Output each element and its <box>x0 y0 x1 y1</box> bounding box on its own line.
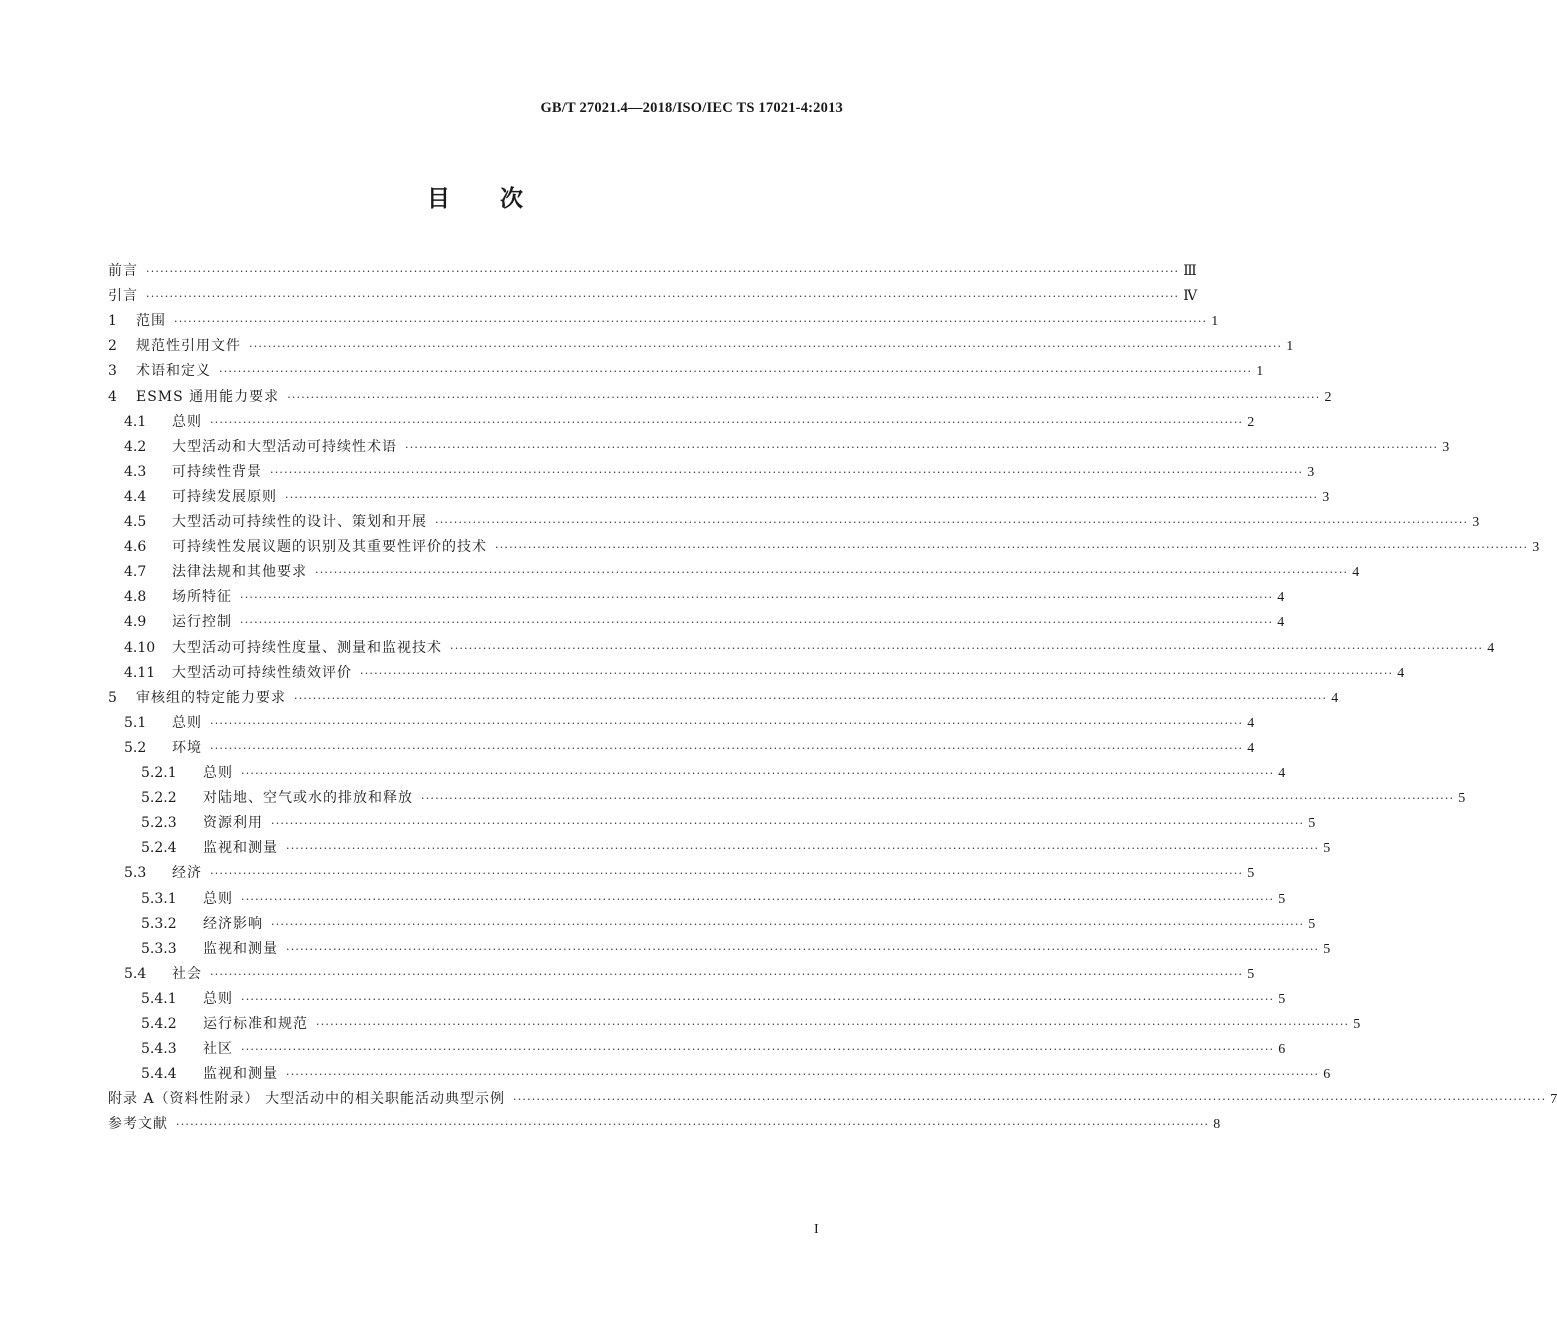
toc-entry-page: 5 <box>1308 916 1316 932</box>
toc-entry-page: 6 <box>1278 1042 1286 1058</box>
toc-entry-label: 法律法规和其他要求 <box>172 564 307 581</box>
toc-entry-number: 5.3.2 <box>141 915 177 932</box>
toc-entry-number: 4.8 <box>124 589 147 606</box>
toc-entry-page: 5 <box>1353 1017 1361 1032</box>
toc-entry-page: 2 <box>1324 389 1332 405</box>
toc-dot-leader: ···························································································································································································································· <box>219 365 1253 379</box>
toc-entry[interactable] <box>108 787 1466 809</box>
toc-entry-number: 4 <box>108 388 117 405</box>
toc-entry-number: 5.2.3 <box>141 815 177 832</box>
toc-entry-number: 5.3 <box>124 865 147 882</box>
toc-entry[interactable] <box>108 1013 1361 1035</box>
toc-entry-page: 7 <box>1550 1092 1557 1108</box>
toc-entry[interactable] <box>108 536 1540 558</box>
toc-dot-leader: ···························································································································································································································· <box>315 566 1349 580</box>
toc-entry-number: 5.4 <box>124 965 147 982</box>
toc-entry-label: 前言 <box>108 263 138 279</box>
toc-dot-leader: ···························································································································································································································· <box>240 591 1274 605</box>
toc-entry[interactable] <box>108 486 1330 508</box>
toc-entry-page: 4 <box>1487 640 1495 656</box>
toc-entry-page: 5 <box>1278 891 1286 907</box>
toc-entry-page: 4 <box>1278 766 1286 781</box>
toc-dot-leader: ···························································································································································································································· <box>270 465 1304 479</box>
toc-dot-leader: ···························································································································································································································· <box>360 666 1394 680</box>
toc-dot-leader: ···························································································································································································································· <box>146 265 1180 278</box>
toc-entry-number: 4.11 <box>124 664 156 681</box>
toc-entry-label: 审核组的特定能力要求 <box>136 689 286 706</box>
toc-entry[interactable] <box>108 888 1286 910</box>
toc-entry-page: 3 <box>1322 489 1330 505</box>
toc-dot-leader: ···························································································································································································································· <box>210 415 1244 429</box>
toc-dot-leader: ···························································································································································································································· <box>286 842 1320 856</box>
toc-entry[interactable] <box>108 637 1495 659</box>
toc-entry-label: 可持续性背景 <box>172 463 262 480</box>
toc-entry[interactable] <box>108 436 1450 458</box>
toc-entry-number: 4.5 <box>124 514 147 530</box>
toc-entry-number: 4.7 <box>124 564 147 581</box>
toc-entry[interactable] <box>108 963 1255 985</box>
toc-entry-label: 可持续发展原则 <box>172 488 277 505</box>
toc-dot-leader: ···························································································································································································································· <box>210 741 1244 755</box>
toc-entry-label: 社会 <box>172 965 202 982</box>
toc-entry-page: 5 <box>1323 941 1331 957</box>
toc-entry-number: 4.6 <box>124 539 147 556</box>
toc-entry-label: 监视和测量 <box>203 1066 278 1083</box>
toc-entry-label: 监视和测量 <box>203 940 278 957</box>
toc-entry[interactable] <box>108 360 1264 382</box>
toc-entry-number: 5.2.4 <box>141 840 177 857</box>
toc-entry-label: 总则 <box>203 765 233 781</box>
toc-entry-page: 8 <box>1213 1117 1221 1133</box>
toc-entry[interactable] <box>108 285 1198 307</box>
toc-entry[interactable] <box>108 386 1332 408</box>
toc-entry[interactable] <box>108 938 1331 960</box>
toc-entry-label: 运行控制 <box>172 614 232 631</box>
toc-entry[interactable] <box>108 812 1316 834</box>
toc-entry-page: 3 <box>1532 540 1540 556</box>
toc-dot-leader: ···························································································································································································································· <box>435 516 1469 529</box>
toc-dot-leader: ···························································································································································································································· <box>241 992 1275 1006</box>
toc-entry-number: 4.2 <box>124 438 147 455</box>
toc-entry-number: 5.4.4 <box>141 1066 177 1083</box>
toc-entry-page: 1 <box>1286 339 1294 355</box>
toc-entry[interactable] <box>108 988 1286 1010</box>
toc-dot-leader: ···························································································································································································································· <box>146 290 1180 304</box>
toc-entry-number: 4.4 <box>124 488 147 505</box>
toc-entry[interactable] <box>108 1088 1557 1110</box>
toc-dot-leader: ···························································································································································································································· <box>405 440 1439 454</box>
toc-entry-page: Ⅳ <box>1183 289 1198 305</box>
toc-entry[interactable] <box>108 1038 1286 1060</box>
toc-dot-leader: ···························································································································································································································· <box>271 817 1305 831</box>
toc-entry-page: 3 <box>1472 515 1480 530</box>
toc-dot-leader: ···························································································································································································································· <box>316 1018 1350 1031</box>
toc-dot-leader: ···························································································································································································································· <box>271 917 1305 931</box>
toc-entry-label: 总则 <box>203 890 233 907</box>
toc-dot-leader: ···························································································································································································································· <box>210 716 1244 730</box>
toc-entry-page: 5 <box>1247 966 1255 982</box>
toc-dot-leader: ···························································································································································································································· <box>210 867 1244 881</box>
toc-entry-number: 5.2 <box>124 739 147 756</box>
toc-entry[interactable] <box>108 511 1480 533</box>
toc-entry-number: 1 <box>108 313 117 330</box>
toc-entry[interactable] <box>108 687 1339 709</box>
toc-entry-label: 大型活动可持续性的设计、策划和开展 <box>172 514 427 530</box>
toc-entry-label: 大型活动和大型活动可持续性术语 <box>172 438 397 455</box>
toc-entry-label: 经济影响 <box>203 915 263 932</box>
toc-entry-label: 环境 <box>172 739 202 756</box>
toc-entry[interactable] <box>108 1063 1331 1085</box>
toc-entry[interactable] <box>108 586 1285 608</box>
toc-dot-leader: ···························································································································································································································· <box>421 792 1455 806</box>
toc-entry-label: 大型活动可持续性绩效评价 <box>172 664 352 681</box>
toc-dot-leader: ···························································································································································································································· <box>513 1093 1547 1107</box>
toc-entry-label: 运行标准和规范 <box>203 1016 308 1032</box>
toc-entry-page: 4 <box>1247 740 1255 756</box>
toc-entry-page: 4 <box>1277 590 1285 606</box>
page-title: 目次 <box>427 186 573 212</box>
toc-entry[interactable] <box>108 762 1286 784</box>
toc-entry-page: 4 <box>1352 565 1360 581</box>
page-number: I <box>814 1222 819 1237</box>
toc-entry[interactable] <box>108 461 1315 483</box>
toc-dot-leader: ···························································································································································································································· <box>286 942 1320 956</box>
toc-entry[interactable] <box>108 712 1255 734</box>
toc-entry-page: 5 <box>1458 791 1466 807</box>
toc-entry-page: 4 <box>1397 665 1405 681</box>
toc-dot-leader: ···························································································································································································································· <box>240 616 1274 630</box>
toc-dot-leader: ···························································································································································································································· <box>294 691 1328 705</box>
toc-entry-page: 1 <box>1256 364 1264 380</box>
toc-entry-label: 总则 <box>172 714 202 731</box>
toc-entry-label: 术语和定义 <box>136 363 211 380</box>
toc-entry[interactable] <box>108 260 1197 282</box>
toc-dot-leader: ···························································································································································································································· <box>287 390 1321 404</box>
toc-entry[interactable] <box>108 862 1255 884</box>
toc-entry-number: 5.4.3 <box>141 1041 177 1058</box>
toc-entry[interactable] <box>108 411 1255 433</box>
toc-entry-label: 参考文献 <box>108 1116 168 1133</box>
toc-entry-number: 5.4.1 <box>141 990 177 1007</box>
toc-entry-number: 5.1 <box>124 714 147 731</box>
toc-entry-label: 场所特征 <box>172 589 232 606</box>
toc-entry-label: 附录 A（资料性附录） 大型活动中的相关职能活动典型示例 <box>108 1091 506 1108</box>
toc-dot-leader: ···························································································································································································································· <box>241 1043 1275 1057</box>
toc-entry-page: 3 <box>1307 464 1315 480</box>
toc-entry-page: 2 <box>1247 414 1255 430</box>
toc-entry-label: 引言 <box>108 288 138 305</box>
toc-entry-label: 规范性引用文件 <box>136 338 241 355</box>
toc-entry-page: 4 <box>1247 715 1255 731</box>
toc-entry-label: 可持续性发展议题的识别及其重要性评价的技术 <box>172 539 487 556</box>
toc-dot-leader: ···························································································································································································································· <box>285 490 1319 504</box>
toc-entry-number: 4.9 <box>124 614 147 631</box>
toc-entry-number: 3 <box>108 363 117 380</box>
toc-dot-leader: ···························································································································································································································· <box>241 767 1275 780</box>
toc-entry-number: 5.3.1 <box>141 890 177 907</box>
toc-entry-label: ESMS 通用能力要求 <box>136 388 280 405</box>
document-header-standard-number: GB/T 27021.4—2018/ISO/IEC TS 17021-4:2013 <box>540 100 843 116</box>
toc-entry-page: 5 <box>1323 841 1331 857</box>
toc-entry-label: 大型活动可持续性度量、测量和监视技术 <box>172 639 442 656</box>
toc-entry-page: 5 <box>1247 866 1255 882</box>
toc-entry-page: 4 <box>1277 615 1285 631</box>
toc-entry[interactable] <box>108 662 1405 684</box>
toc-dot-leader: ···························································································································································································································· <box>450 641 1484 655</box>
toc-entry-page: 6 <box>1323 1067 1331 1083</box>
toc-entry[interactable] <box>108 1113 1221 1135</box>
toc-entry-label: 经济 <box>172 865 202 882</box>
toc-entry[interactable] <box>108 837 1331 859</box>
toc-dot-leader: ···························································································································································································································· <box>495 541 1529 555</box>
toc-entry-label: 监视和测量 <box>203 840 278 857</box>
toc-entry[interactable] <box>108 335 1294 357</box>
toc-entry-label: 社区 <box>203 1041 233 1058</box>
toc-entry-number: 5 <box>108 689 117 706</box>
toc-entry-number: 5.4.2 <box>141 1016 177 1032</box>
toc-entry-page: 5 <box>1308 816 1316 832</box>
toc-entry-label: 对陆地、空气或水的排放和释放 <box>203 790 413 807</box>
toc-dot-leader: ···························································································································································································································· <box>176 1118 1210 1132</box>
toc-entry-number: 5.3.3 <box>141 940 177 957</box>
toc-entry-page: 3 <box>1442 439 1450 455</box>
toc-entry-number: 5.2.2 <box>141 790 177 807</box>
toc-dot-leader: ···························································································································································································································· <box>241 892 1275 906</box>
toc-entry[interactable] <box>108 611 1285 633</box>
toc-entry-number: 4.1 <box>124 413 147 430</box>
toc-entry-number: 2 <box>108 338 117 355</box>
toc-entry-number: 4.10 <box>124 639 156 656</box>
toc-entry-page: Ⅲ <box>1183 264 1197 279</box>
toc-entry[interactable] <box>108 310 1219 332</box>
toc-entry[interactable] <box>108 737 1255 759</box>
toc-entry-number: 5.2.1 <box>141 765 177 781</box>
toc-dot-leader: ···························································································································································································································· <box>174 315 1208 329</box>
toc-entry-label: 总则 <box>172 413 202 430</box>
toc-entry[interactable] <box>108 561 1360 583</box>
toc-dot-leader: ···························································································································································································································· <box>210 967 1244 981</box>
toc-dot-leader: ···························································································································································································································· <box>249 340 1283 354</box>
toc-entry-page: 5 <box>1278 991 1286 1007</box>
toc-entry-page: 4 <box>1331 690 1339 706</box>
toc-entry-label: 资源利用 <box>203 815 263 832</box>
toc-dot-leader: ···························································································································································································································· <box>286 1068 1320 1082</box>
toc-entry-number: 4.3 <box>124 463 147 480</box>
toc-entry-label: 范围 <box>136 313 166 330</box>
toc-entry-label: 总则 <box>203 990 233 1007</box>
toc-entry-page: 1 <box>1211 314 1219 330</box>
toc-entry[interactable] <box>108 913 1316 935</box>
